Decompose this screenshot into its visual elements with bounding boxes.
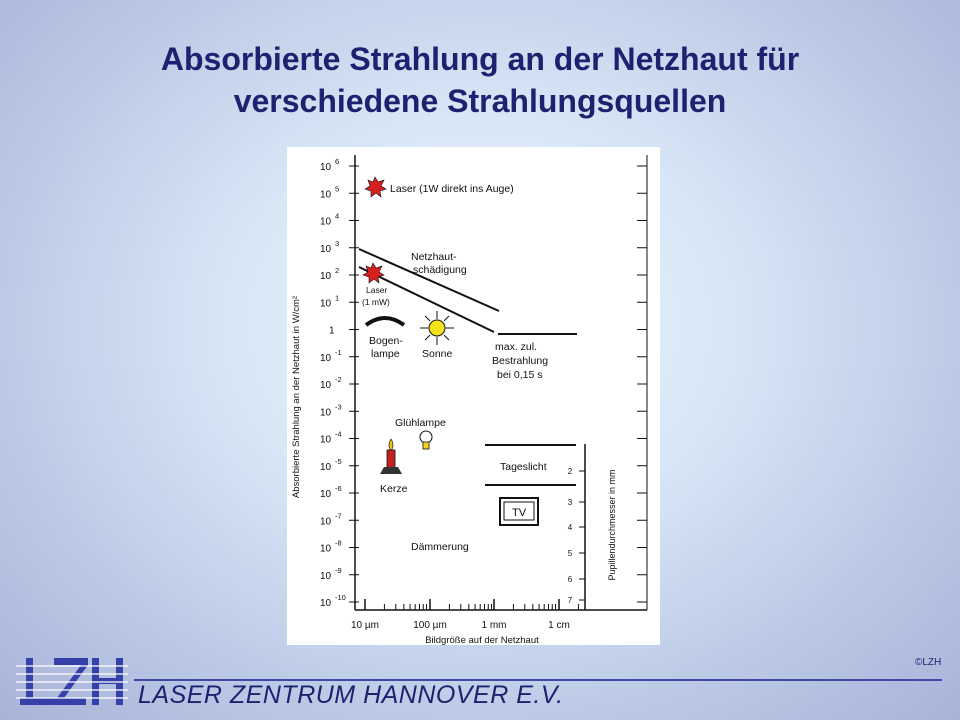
label-daemmerung: Dämmerung	[411, 541, 469, 553]
label-tv: TV	[511, 507, 527, 519]
y-tick-labels	[320, 157, 359, 609]
y-tick-label: 10	[320, 271, 332, 282]
label-max-1: max. zul.	[495, 341, 538, 353]
radiation-diagram	[287, 147, 660, 645]
y-tick-exponent: 5	[335, 184, 340, 194]
right-axis-label: Pupillendurchmesser in mm	[607, 469, 617, 581]
y-tick-exponent: 4	[335, 211, 340, 221]
diagram-canvas	[287, 147, 660, 645]
copyright-label: ©LZH	[915, 657, 942, 668]
y-tick-exponent: -3	[335, 402, 342, 412]
x-tick-label: 1 mm	[481, 620, 507, 631]
organization-name: LASER ZENTRUM HANNOVER E.V.	[138, 681, 564, 709]
x-tick-label: 10 µm	[351, 620, 379, 631]
pupil-tick-label: 6	[567, 575, 573, 584]
y-tick-exponent: -1	[335, 347, 342, 357]
lzh-logo	[16, 656, 128, 708]
y-tick-label: 10	[320, 216, 332, 228]
y-tick-label: 10	[320, 570, 332, 582]
y-tick-label: 10	[320, 162, 332, 173]
right-frame-ticks	[637, 166, 647, 602]
y-tick-label: 10	[320, 380, 332, 391]
y-tick-label: 10	[320, 189, 332, 201]
y-tick-label: 10	[320, 298, 332, 310]
pupil-tick-label: 5	[567, 549, 573, 558]
label-tageslicht: Tageslicht	[500, 461, 547, 473]
label-laser-high: Laser (1W direkt ins Auge)	[390, 183, 514, 195]
y-tick-label: 10	[320, 434, 332, 446]
x-tick-label: 100 µm	[413, 620, 447, 631]
pupil-tick-label: 4	[567, 523, 573, 532]
y-tick-exponent: -4	[335, 429, 342, 439]
y-tick-exponent: -8	[335, 538, 342, 548]
y-tick-label: 10	[320, 543, 332, 555]
pupil-tick-label: 3	[567, 498, 573, 507]
y-tick-exponent: -6	[335, 484, 342, 493]
tv-icon	[500, 498, 538, 525]
y-tick-exponent: 3	[335, 238, 340, 248]
candle-icon	[380, 439, 402, 474]
y-tick-exponent: 1	[335, 293, 340, 303]
y-tick-label: 1	[329, 325, 335, 337]
y-tick-exponent: 6	[335, 157, 340, 166]
y-tick-label: 10	[320, 489, 332, 500]
y-tick-label: 10	[320, 598, 332, 609]
label-bogen-1: Bogen-	[369, 335, 403, 347]
y-tick-exponent: -5	[335, 456, 342, 466]
label-laser-low-2: (1 mW)	[362, 297, 390, 307]
y-tick-label: 10	[320, 461, 332, 473]
y-tick-label: 10	[320, 516, 332, 528]
label-netzhaut-2: schädigung	[413, 264, 467, 276]
pupil-scale-ticks	[579, 471, 585, 600]
label-netzhaut-1: Netzhaut-	[411, 251, 457, 263]
sun-icon	[420, 311, 454, 345]
title-line-1: Absorbierte Strahlung an der Netzhaut für	[160, 41, 800, 77]
title-line-2: verschiedene Strahlungsquellen	[233, 83, 727, 119]
x-axis-label: Bildgröße auf der Netzhaut	[425, 635, 539, 645]
laser-burst-small-icon	[363, 263, 384, 283]
pupil-tick-label: 7	[567, 596, 573, 605]
label-kerze: Kerze	[380, 483, 408, 495]
y-tick-exponent: -2	[335, 375, 342, 384]
y-axis-label: Absorbierte Strahlung an der Netzhaut in W/cm²	[291, 295, 302, 499]
label-gluehlampe: Glühlampe	[395, 417, 446, 429]
y-tick-label: 10	[320, 352, 332, 364]
slide-title	[0, 38, 960, 122]
y-tick-exponent: 2	[335, 266, 340, 275]
x-minor-ticks	[365, 599, 578, 610]
arc-lamp-icon	[366, 318, 404, 325]
label-sonne: Sonne	[422, 348, 453, 360]
laser-burst-icon	[365, 177, 386, 197]
y-tick-exponent: -7	[335, 511, 342, 521]
pupil-tick-label: 2	[567, 467, 573, 476]
label-laser-low-1: Laser	[366, 285, 388, 295]
x-tick-label: 1 cm	[548, 620, 570, 631]
y-tick-exponent: -9	[335, 565, 342, 575]
light-bulb-icon	[420, 431, 432, 449]
y-tick-label: 10	[320, 243, 332, 255]
y-tick-label: 10	[320, 407, 332, 419]
label-max-3: bei 0,15 s	[497, 369, 543, 381]
label-bogen-2: lampe	[371, 348, 400, 360]
y-tick-exponent: -10	[335, 593, 346, 602]
label-max-2: Bestrahlung	[492, 355, 549, 367]
